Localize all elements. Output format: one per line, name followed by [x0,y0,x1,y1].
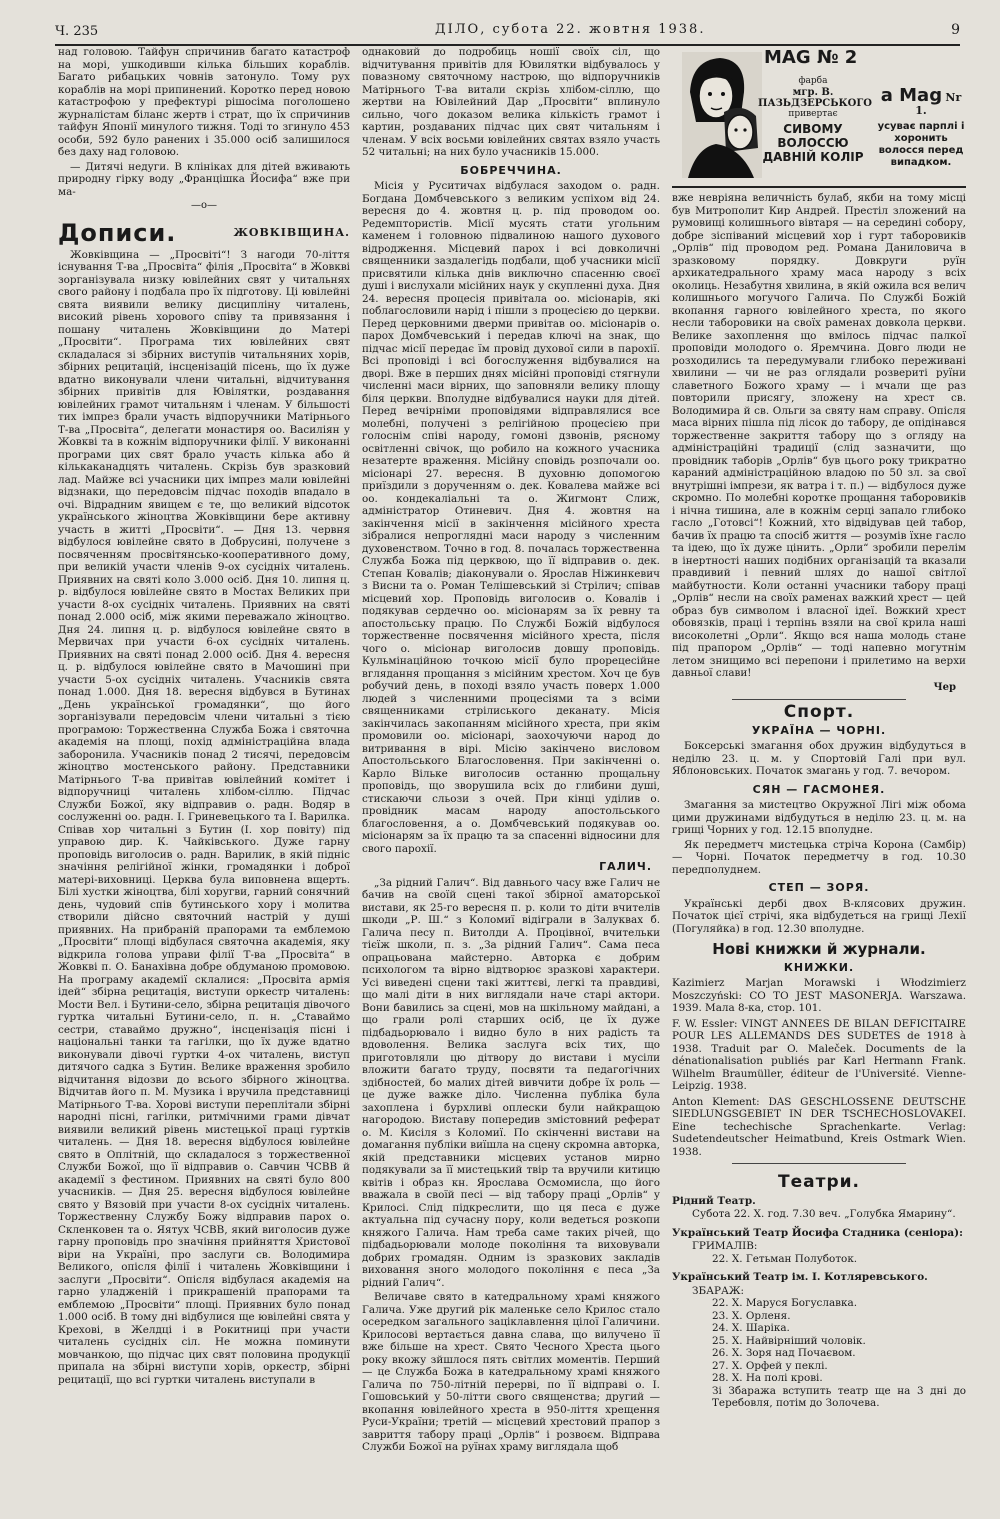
ad-farba: фарба [798,76,828,86]
issue-number: Ч. 235 [55,24,99,39]
schedule-item: 25. X. Найвірніший чоловік. [712,1334,866,1347]
divider [732,699,906,700]
theatre-1-show: Субота 22. X. год. 7.30 веч. „Голубка Ямарину“. [692,1208,956,1220]
ad-maker: мгр. В. ПАЗЬДЗЕРСЬКОГО [758,87,872,109]
mag-1-block [876,85,966,169]
mag-1-number: Nr 1. [915,91,962,117]
mag-1-label: a Mag [880,85,943,106]
schedule-item: 22. X. Маруся Богуславка. [712,1297,858,1309]
theatre-3-name: Український Театр ім. І. Котляревського. [672,1271,928,1283]
theatre-1-name: Рідний Театр. [672,1194,756,1207]
theatre-2-show: 22. X. Гетьман Полуботок. [712,1252,858,1265]
schedule-item: 24. X. Шаріка. [712,1322,790,1334]
sport-match-2-text: Змагання за мистецтво Окружної Лігі між обома цими дружинами відбудуться в неділю 23. ц. м. на грищі Чорних у год. 12.15 вполудне. [672,799,966,836]
page-number: 9 [951,22,960,38]
theatre-3-tail: Зі Збаража вступить театр ще на 3 дні до Теребовля, потім до Золочева. [712,1384,966,1409]
theatre-3-schedule [712,1297,966,1385]
halych-cathedral-article: Величаве свято в катедральному храмі княжого Галича. Уже другий рік маленьке село Крилос стало осередком загального заціклавлення цілої Галичини. Крилосові вертається давна слава, що вилучено її вже більше на хрест. Свято Чесного Хреста цього року вкожу зйшлося пять світлих моментів. Перший — це Служба Божа в катедральному храмі княжого Галича по 750-літній перерві, по її відправі о. І. Гошовський у 50-літти свого священства; другий — вкопання ювілейного хреста в 950-ліття хрещення Руси-України; третій — місцевий хрестовий прапор з завриття табору праці „Орлів“ і розвоєм. Відправа Служби Божої на руїнах храму виглядала щоб [362,1291,660,1453]
mag-1-description: усуває парплі і хоронить волосся перед випадком. [877,121,965,168]
sport-match-2-heading: СЯН — ГАСМОНЕЯ. [752,782,886,796]
books-subtitle: КНИЖКИ. [783,960,855,974]
theatre-3-place: ЗБАРАЖ: [692,1284,745,1297]
theatres-title: Театри. [778,1172,860,1192]
children-ailments-note: — Дитячі недуги. В клініках для дітей вживають природну гірку воду „Францішка Йосифа“ вже при ма- [58,160,350,198]
hair-dye-advertisement [672,46,966,188]
typhoon-article: над головою. Тайфун спричинив багато катастроф на морі, ушкодивши кілька більших кораблів. Багато рибацьких човнів затонуло. Тому рух кораблів на морі припинений. Коротко перед новою катастрофою у префектурі рішосіма поголошено журналістам біланс жертв і страт, що їх спричинив тайфун Японії минулого тижня. Тоді то згинуло 453 особи, 592 було ранених і 35.000 осіб залишилося без даху над головою. [58,46,350,158]
schedule-item: 27. X. Орфей у пеклі. [712,1359,828,1372]
sport-match-1-heading: УКРАЇНА — ЧОРНІ. [751,723,887,737]
sport-title: Спорт. [783,702,855,722]
halych-cathedral-continuation: вже невріяна величність булаб, якби на тому місці був Митрополит Кир Андрей. Престіл зложений на румовищі колишнього вівтаря — на середині собору, добре зіспіваний місцевий хор і гурт таборовиків „Орлів“ під проводом ред. Романа Даниловича в зразковому порядку. Довкруги руїн архикатедрального храму маса народу з всіх околиць. Незабутня хвилина, в якій ожила вся велич колишнього могучого Галича. По Службі Божій вкопання гарного ювілейного хреста, по якого несли таборовики на своїх раменах довкола церкви. Велике захоплення що вмілось підчас палкої проповіди молодого о. Яремчина. Довго люди не розходились та передумували глибоко переживані хвилини — чи не раз оглядали розвериті руїни славетного Божого храму — і мчали ще раз повторили присягу, зложену на хрест св. Володимира й св. Ольги за святу нам справу. Опісля маса вірних пішла під лісок до табору, де опідінався торжественне закриття табору що з огляду на адміністраційні традиції (слід зазначити, що провідник таборів „Орлів“ був цього року трикратно караний адміністраційною владою по 50 зл. за свої внутрішні імпрези, як ватра і т. п.) — відбулося дуже скромно. По молебні коротке прощання таборовиків і нічна тишина, але в кожнім серці запало глибоко гасло „Готовсі“! Кожний, хто відвідував цей табор, бачив їх працю та спосіб життя — розумів їхне гасло та ідею, що їх дуже цінить. „Орли“ зробили перелім в інертності наших подібних організацій та вказали правдивий і певний шлях до нашої світлої майбутности. Коли останні учасники табору праці „Орлів“ несли на своїх раменах важкий хрест — цей образ був символом і власної ідеї. Вожкий хрест обовязків, праці і терпінь взяли на свої крила наші високолетні „Орли“. Якщо вся наша молодь стане під прапором „Орлів“ — тоді напевно могутнім летом знищимо всі перепони і прилетимо на верхи давньої слави! [672,192,966,679]
books-title: Нові книжки й журнали. [712,940,926,958]
masthead [55,22,960,46]
couple-portrait-illustration [682,52,762,178]
sport-match-2-prelim: Як передметч мистецька стріча Корона (Самбір) — Чорні. Початок передметчу в год. 10.30 передполуднем. [672,838,966,876]
schedule-item: 28. X. На полі крові. [712,1372,823,1384]
column-right [672,46,966,1506]
ad-returns: привертає [788,109,838,119]
dopysy-title: Дописи. [58,218,177,247]
ad-slogan: СИВОМУ ВОЛОССЮ ДАВНІЙ КОЛІР [762,122,864,164]
sport-match-3-text: Українські дербі двох В-клясових дружин. Початок цієї стрічі, яка відбудеться на грищі Лехії (Погуляйка) в год. 12.30 вполудне. [672,897,966,935]
article-signature: Чер [933,681,956,693]
schedule-item: 23. X. Орленя. [712,1309,791,1322]
sport-match-3-heading: СТЕП — ЗОРЯ. [768,881,870,894]
sport-match-1-text: Боксерські змагання обох дружин відбудуться в неділю 23. ц. м. у Спортовій Галі при вул. Яблоновських. Початок змагань у год. 7. вечором. [672,740,966,777]
mag-2-label: MAG № 2 [764,47,858,68]
newspaper-date-title: ДІЛО, субота 22. жовтня 1938. [435,22,706,37]
book-entry: Anton Klement: DAS GESCHLOSSENE DEUTSCHE SIEDLUNGSGEBIET IN DER TSCHECHOSLOVAKEI. Eine techechische Sprachenkarte. Verlag: Sudetendeutscher Heimatbund, Kreis Ostmark Wien. 1938. [672,1095,966,1158]
prosvita-continuation: однаковий до подробиць ношії своїх сіл, що відчитування привітів для Ювилятки відбувалось у повазному святочному настрою, що відпоручників Матірнього Т-ва витали скрізь хлібом-сіллю, що жертви на Ювілейний Дар „Просвіти“ вплинуло сильно, чого доказом велика кількість грамот і картин, роздаваних підчас цих свят читальням і членам. У всіх восьми ювілейних святах взяло участь 52 читальні; на них було учасників 15.000. [362,46,660,158]
zhovkivshchyna-article: Жовківщина — „Просвіті“! З нагоди 70-ліття існування Т-ва „Просвіта“ філія „Просвіта“ в Жовкві зорганізувала низку ювілейних свят у читальнях свого району і подбала про їх підготову. Ці ювілейні свята виявили велику дисципліну читалень, високий рівень хорового співу та привязання і пошану читалень Жовківщини до Матері „Просвіти“. Програма тих ювілейних свят складалася зі збірних виступів читальняних хорів, збірних рецитацій, інсценізацій пісень, що їх дуже вдатно виконували члени читальні, відчитування збірних привітів для Ювілятки, роздавання ювілейних грамот читальням і членам. У більшості тих імпрез брали участь відпоручники Матірнього Т-ва „Просвіта“, делегати монастиря оо. Василіян у Жовкві та в кожнім відпоручники філії. У виконанні програми цих свят брало участь кілька або й кількаканадцять читалень. Скрізь був зразковий лад. Майже всі учасники цих імпрез мали ювілейні відзнаки, що передовсім підчас походів впадало в очі. Відрадним явищем є те, що великий відсоток українського жіноцтва Жовківщини бере активну участь в житті „Просвіти“. — Дня 13. червня відбулося ювілейне свято в Добрусині, получене з посвяченням просвітянсько-кооперативного дому, при великій участи членів 9-ох сусідніх читалень. Приявних на святі коло 3.000 осіб. Дня 10. липня ц. р. відбулося ювілейне свято в Мостах Великих при участи 8-ох сусідніх читалень. Приявних на святі понад 2.000 осіб, між якими переважало жіноцтво. Дня 24. липня ц. р. відбулося ювілейне свято в Мервичах при участи 6-ох сусідніх читалень. Приявних на святі понад 2.000 осіб. Дня 4. вересня ц. р. відбулося ювілейне свято в Мачошині при участи 5-ох сусідніх читалень. Учасників свята понад 1.000. Дня 18. вересня відбувся в Бутинах „День української громадянки“, що його зорганізували передовсім члени читальні з тією програмою: Торжественна Служба Божа і святочна академія на площі, похід адміністраційна влада заборонила. Учасників понад 2 тисячі, передовсім жіноцтво мостенського району. Представники Матірнього Т-ва привітав ювілейний комітет і відпоручниці читалень хлібом-сіллю. Підчас Служби Божої, яку відправив о. радн. Водяр в сослуженні оо. радн. І. Гриневецького та І. Варилка. Співав хор читальні з Бутин (І. хор повіту) під управою дир. К. Чайківського. Дуже гарну проповідь виголосив о. радн. Варилик, в якій підніс значіння релігійної жінки, громадянки і доброї матері-виховниці. Церква була виповнена вщерть. Білі хустки жіноцтва, білі хоругви, гарний сонячний день, чудовий спів бутинського хору і молитва створили дійсно святочний настрій у душі приявних. На прибраній прапорами та емблемою „Просвіти“ площі відбулася святочна академія, яку відкрила голова управи філії Т-ва „Просвіта“ в Жовкві п. О. Банахівна добре обдуманою промовою. На програму академії склалися: „Просвіта армія ідей“ збірна рецитація, виступи оркестр читалень: Мости Вел. і Бутини-село, збірна рецитація дівочого гуртка читальні Бутини-село, п. н. „Ставаймо сестри, ставаймо дружно“, інсценізація пісні і національні танки та гагілки, що їх дуже вдатно виконували дівочі гуртки 4-ох читалень, виступ дитячого садка з Бутин. Велике враження зробило відчитання відозви до всього збірного жіноцтва. Відчитав його п. М. Музика і вручила представниці Матірнього Т-ва. Хорові виступи переплітали збірні народні пісні, гагілки, ритмічними грами дівчат виявили великий рівень мистецької праці гуртків читалень. — Дня 18. вересня відбулося ювілейне свято в Оплітній, що складалося з торжественної Служби Божої, що її відправив о. Савчин ЧСВВ й академії з фестином. Приявних на святі було 800 учасників. — Дня 25. вересня відбулося ювілейне свято у Вязовій при участи 8-ох сусідніх читалень. Торжественну Службу Божу відправив парох о. Скленковен та о. Яятух ЧСВВ, який виголосив дуже гарну проповідь про значіння прийняття Христової віри на Україні, про заслуги св. Володимира Великого, опісля філії і читалень Жовківщини і заслуги „Просвіти“. Опісля відбулася академія на гарно уладженій і прикрашеній прапорами та емблемою „Просвіти“ площі. Приявних було понад 1.000 осіб. В тому дні відбулися ще ювілейні свята у Крехові, в Желдці і в Рокитниці при участи читалень сусідніх сіл. Не можна поминути мовчанкою, що підчас цих свят половина продукції припала на збірні виступи хорів, оркестр, збірні рецитації, що всі гуртки читалень виступали в [58,248,350,1386]
bobrechchyna-heading: БОБРЕЧЧИНА. [460,163,562,177]
section-ornament: —о— [190,200,218,211]
theatre-2-place: ГРИМАЛІВ: [692,1240,758,1252]
column-middle [362,46,660,1506]
schedule-item: 26. X. Зоря над Почаєвом. [712,1347,856,1359]
dopysy-header [58,215,350,249]
book-entry: F. W. Essler: VINGT ANNEES DE BILAN DEFICITAIRE POUR LES ALLEMANDS DES SUDETES de 1918 à 1938. Traduit par O. Maleček. Documents de la dénationalisation publiés par Karl Hermann Frank. Wilhelm Braumüller, éditeur de l'Université. Vienne-Leipzig. 1938. [672,1017,966,1092]
halych-heading: ГАЛИЧ. [599,860,652,873]
book-entry: Kazimierz Marjan Morawski i Włodzimierz Moszczyński: CO TO JEST MASONERJA. Warszawa. 1939. Мала 8-ка, стор. 101. [672,977,966,1014]
theatre-2-name: Український Театр Йосифа Стадника (сеніора): [672,1226,963,1239]
halych-play-article: „За рідний Галич“. Від давнього часу вже Галич не бачив на своїй сцені такої збірної аматорської вистави, як 25-го вересня п. р. коли то діти вчителів шкоди „Р. Ш.“ з Коломиї відіграли в Залуквах б. Галича песу п. Витолди А. Процівної, вчительки тієїж школи, п. з. „За рідний Галич“. Сама песа опрацьована майстерно. Авторка є добрим психологом та вірно відтворює зразкові характери. Усі виведені сцени такі життєві, легкі та правдиві, що малі діти в них виглядали наче старі актори. Вони бавились за сцені, мов на шкільному майдані, а що грали ролі старших осіб, це їх дуже підбадьорювало і видно було в них радість та вдоволення. Велика заслуга всіх тих, що приготовляли цю дітвору до вистави і мусіли вложити багато труду, посвяти та педагогічних здібностей, бо малих дітей вивчити добре їх роль — це дуже важке діло. Численна публіка була захоплена і бурхливі оплески були найкращою нагородою. Виставу попередив змістовний реферат о. М. Кисіля з Коломиї. По скінченні вистави на домагання публіки виїшла на сцену скромна авторка, якій представники місцевих установ мирно подякували за її мистецький твір та вручили китицю квітів і образ кн. Ярослава Осмомисла, що його вважала в своїй песі — від табору праці „Орлів“ у Крилосі. Слід підкреслити, що ця песа є дуже актуальна під сучасну пору, коли ведеться розкопи княжого Галича. Нам треба саме таких річей, що підбадьорювали молоде покоління та виховували добрих громадян. Одним із зразкових закладів виховання зного молодого покоління є песа „За рідний Галич“. [362,876,660,1289]
divider [732,1163,906,1164]
mission-article: Місія у Руситичах відбулася заходом о. радн. Богдана Домбчевського з великим успіхом від 24. вересня до 4. жовтня ц. р. під проводом оо. Редемптористів. Місії мусять стати угольним каменем і головною підвалиною нашого духового відродження. Місцевий парох і всі довколичні священники заздалегідь подбали, щоб учасники місії присвятили кілька днів виключно спасенню своєї душі і вислухали місійних наук у скупленні духа. Дня 24. вересня процесія привітала оо. місіонарів, які поблагословили нарід і пішли з процесією до церкви. Перед церковними дверми привітав оо. місіонарів о. парох Домбчевський і передав ключі на знак, що підчас місії передає їм провід духової сили в парохії. Всі проповіді і всі богослуження відбувалися на дворі. Вже в перших днях місійні проповіді стягнули численні маси вірних, що заповняли велику площу біля церкви. Вполудне відбувалися науки для дітей. Перед вечірніми проповідями відправлялися все молебні, получені з релігійною процесією при голоснім співі народу, гомоні дзвонів, рясному освітленні свічок, що робило на кожного учасника незатерте враження. Місійну сповідь розпочали оо. місіонарі 27. вересня. В духовню допомогою приїздили з дорученням о. дек. Ковалева майже всі оо. кондекаліальні та о. Жигмонт Слиж, адміністратор Отиневич. Дня 4. жовтня на закінчення місії в закінчення місійного хреста зібралися непроглядні маси народу з численним духовенством. Точно в год. 8. почалась торжественна Служба Божа під церквою, що її відправив о. дек. Степан Ковалів; діаконували о. Ярослав Ніжинкевич з Висни та о. Роман Телішевський зі Стрілич; співав місцевий хор. Проповідь виголосив о. Ковалів і подякував сердечно оо. місіонарям за їх ревну та апостольську працю. По Службі Божій відбулося торжественне посвячення місійного хреста, після чого о. місіонар виголосив довшу проповідь. Кульмінаційною точкою місії було прорецесійне вглядання прощання з місійним хрестом. Хоч це був робучий день, в поході взяло участь поверх 1.000 людей з численними процесіями та з всіми священниками стрілиського деканату. Місія закінчилась закопанням місійного хреста, при якім промовили оо. місіонарі, заохочуючи народ до витривання в вірі. Місію закінчено висловом Апостольського Благословення. При закінченні о. Карло Вільке виголосив останню прощальну проповідь, що зворушила всіх до глибини душі, стискаючи сльози з очей. При кінці уділив о. провідник масам народу апостольського благословення, а о. Домбчевський подякував оо. місіонарям за їх працю та за спасенні відносини для свого парохії. [362,180,660,855]
zhovkivshchyna-subtitle: ЖОВКІВЩИНА. [233,225,350,239]
ad-description [758,76,872,164]
column-left [58,46,350,1506]
